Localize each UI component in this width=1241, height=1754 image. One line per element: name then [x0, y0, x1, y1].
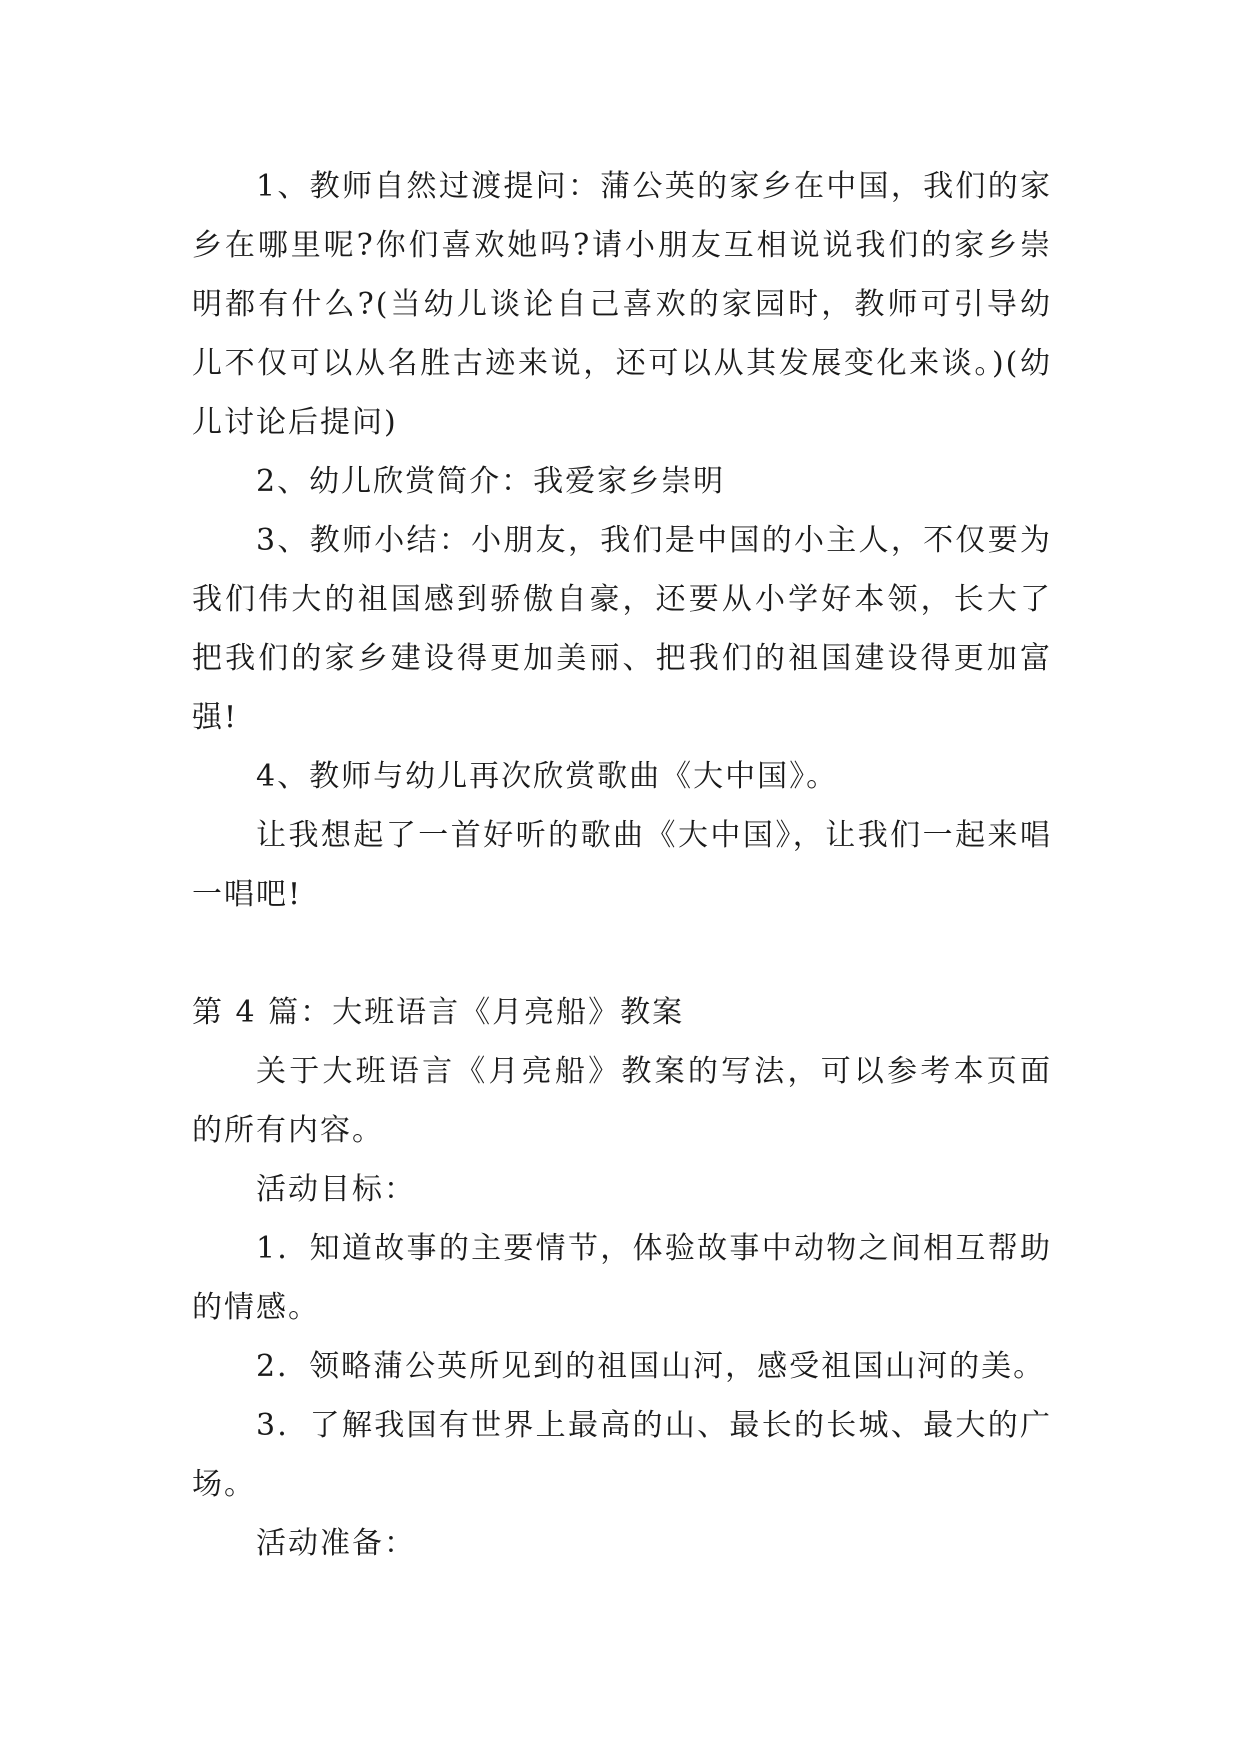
- paragraph-step-1: 1、教师自然过渡提问：蒲公英的家乡在中国，我们的家乡在哪里呢?你们喜欢她吗?请小朋友互相说说我们的家乡崇明都有什么?(当幼儿谈论自己喜欢的家园时，教师可引导幼儿不仅可以从名胜古迹来说，还可以从其发展变化来谈。)(幼儿讨论后提问): [192, 169, 1052, 440]
- paragraph-step-2: 2、幼儿欣赏简介：我爱家乡崇明: [256, 464, 726, 499]
- paragraph-step-3: 3、教师小结：小朋友，我们是中国的小主人，不仅要为我们伟大的祖国感到骄傲自豪，还要从小学好本领，长大了把我们的家乡建设得更加美丽、把我们的祖国建设得更加富强!: [192, 523, 1052, 735]
- document-body: [192, 157, 1052, 1573]
- preparation-label: 活动准备：: [256, 1526, 416, 1561]
- goal-item-3: 3．了解我国有世界上最高的山、最长的长城、最大的广场。: [192, 1408, 1052, 1502]
- paragraph-intro: 关于大班语言《月亮船》教案的写法，可以参考本页面的所有内容。: [192, 1054, 1052, 1148]
- goal-item-1: 1．知道故事的主要情节，体验故事中动物之间相互帮助的情感。: [192, 1231, 1052, 1325]
- section-heading: 第 4 篇：大班语言《月亮船》教案: [192, 995, 685, 1030]
- paragraph-step-4: 4、教师与幼儿再次欣赏歌曲《大中国》。: [256, 759, 839, 794]
- goal-item-2: 2．领略蒲公英所见到的祖国山河，感受祖国山河的美。: [256, 1349, 1046, 1384]
- goals-label: 活动目标：: [256, 1172, 416, 1207]
- paragraph-song: 让我想起了一首好听的歌曲《大中国》，让我们一起来唱一唱吧!: [192, 818, 1052, 912]
